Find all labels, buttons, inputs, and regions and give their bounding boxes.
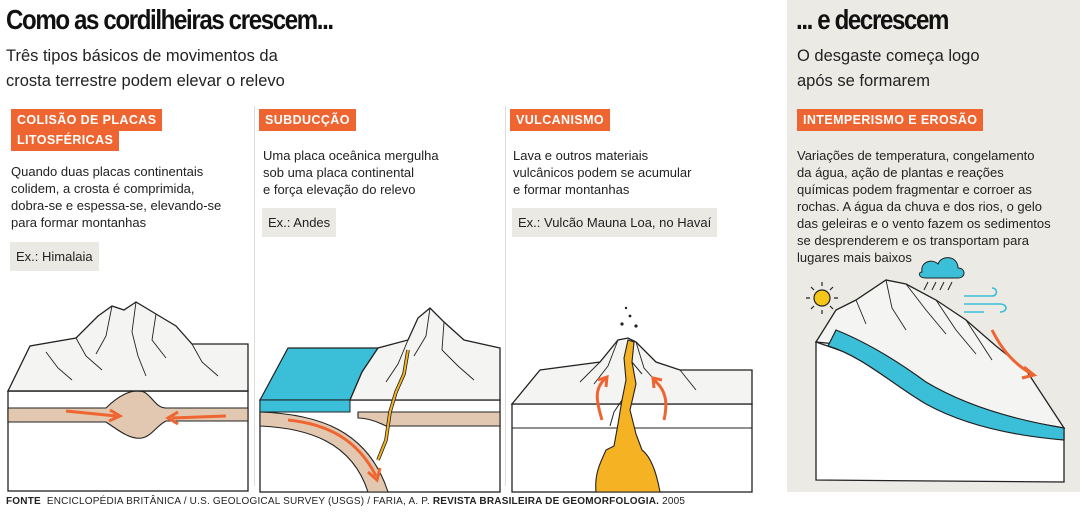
subduction-badge: SUBDUCÇÃO [259,109,356,131]
volcanism-desc-line: vulcânicos podem se acumular [513,165,692,180]
erosion-desc-line: da água, ação de plantas e reações [797,165,1004,180]
erosion-desc-line: se desprenderem e os transportam para [797,233,1029,248]
volcanism-desc-line: Lava e outros materiais [513,148,649,163]
erosion-desc-line: químicas podem fragmentar e corroer as [797,182,1032,197]
collision-example: Ex.: Himalaia [10,242,99,271]
erosion-description [797,147,1051,266]
collision-badge-line1: COLISÃO DE PLACAS [11,109,162,131]
sun-icon [806,282,838,314]
subduction-desc-line: e força elevação do relevo [263,182,416,197]
volcanism-badge: VULCANISMO [510,109,610,131]
erosion-desc-line: das geleiras e o vento fazem os sedimentos [797,216,1051,231]
erosion-illustration [796,250,1076,490]
source-footer [6,496,685,507]
volcanism-description [513,147,691,198]
source-list: ENCICLOPÉDIA BRITÂNICA / U.S. GEOLOGICAL SURVEY (USGS) / FARIA, A. P. [46,496,430,507]
erosion-desc-line: Variações de temperatura, congelamento [797,148,1035,163]
main-subtitle-line1: Três tipos básicos de movimentos da [6,47,278,65]
volcanism-example: Ex.: Vulcão Mauna Loa, no Havaí [512,208,717,237]
subduction-example: Ex.: Andes [262,208,336,237]
collision-illustration [6,296,256,496]
collision-desc-line: colidem, a crosta é comprimida, [11,181,195,196]
collision-badge-line2: LITOSFÉRICAS [11,129,119,151]
source-journal: REVISTA BRASILEIRA DE GEOMORFOLOGIA. [432,496,660,507]
main-subtitle [6,44,285,94]
erosion-desc-line: lugares mais baixos [797,250,912,265]
collision-description [11,163,221,231]
collision-desc-line: dobra-se e espessa-se, elevando-se [11,198,222,213]
erosion-desc-line: rochas. A água da chuva e dos rios, o gelo [797,199,1043,214]
volcano-illustration [510,300,760,500]
source-label: FONTE [6,496,41,507]
subduction-desc-line: sob uma placa continental [263,165,415,180]
volcanism-desc-line: e formar montanhas [513,182,630,197]
right-subtitle [797,44,980,94]
right-title: ... e decrescem [796,4,949,35]
collision-desc-line: para formar montanhas [11,215,147,230]
source-year: 2005 [662,496,686,507]
collision-badge [11,109,162,151]
collision-desc-line: Quando duas placas continentais [11,164,204,179]
main-title: Como as cordilheiras crescem... [6,4,333,35]
wind-icon [964,288,1006,312]
right-subtitle-line2: após se formarem [797,72,930,90]
main-subtitle-line2: crosta terrestre podem elevar o relevo [6,72,285,90]
subduction-illustration [258,300,508,500]
right-subtitle-line1: O desgaste começa logo [797,47,980,65]
subduction-description [263,147,439,198]
erosion-badge: INTEMPERISMO E EROSÃO [797,109,983,131]
rain-cloud-icon [919,258,964,290]
subduction-desc-line: Uma placa oceânica mergulha [263,148,439,163]
